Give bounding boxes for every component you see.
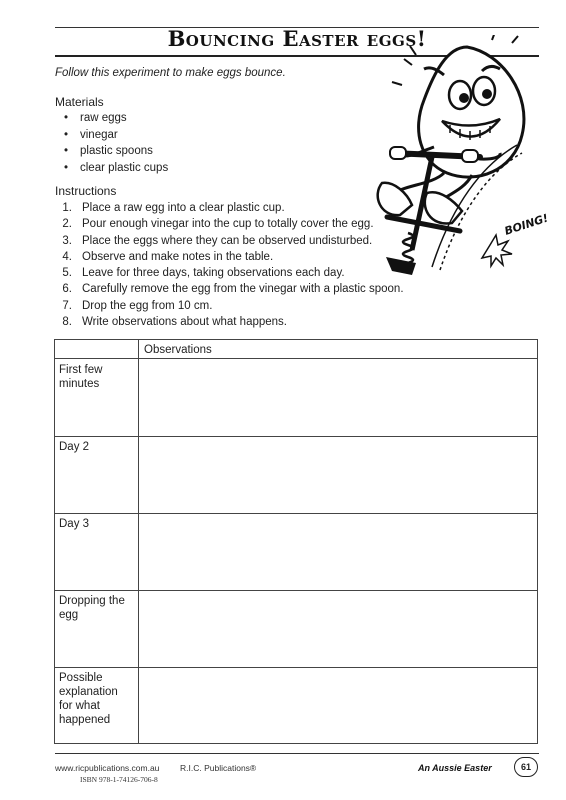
instruction-step: 2. Pour enough vinegar into the cup to totally cover the egg. [62, 218, 374, 231]
materials-list [62, 110, 168, 176]
row-divider [55, 436, 537, 437]
bullet-icon: • [64, 112, 69, 124]
instruction-step: 1. Place a raw egg into a clear plastic cup. [62, 202, 285, 214]
row-divider [55, 590, 537, 591]
instruction-step: 4. Observe and make notes in the table. [62, 250, 274, 263]
row-label-day-2: Day 2 [59, 441, 90, 453]
row-divider [55, 358, 537, 359]
bullet-icon: • [64, 161, 69, 174]
list-item: • plastic spoons [62, 143, 168, 160]
instruction-step: 3. Place the eggs where they can be observed undisturbed. [62, 234, 373, 247]
list-item: • vinegar [62, 127, 168, 144]
bullet-icon: • [64, 128, 69, 141]
list-item: • clear plastic cups [62, 160, 168, 177]
row-label-dropping-the-egg: Dropping the egg [59, 595, 125, 621]
footer-website: www.ricpublications.com.au [55, 763, 160, 773]
row-divider [55, 667, 537, 668]
observations-header: Observations [144, 344, 212, 356]
row-label-first-few-minutes: First few minutes [59, 364, 103, 390]
column-divider [138, 340, 139, 743]
footer-rule [55, 753, 539, 754]
boing-sound-effect: BOING! [502, 211, 550, 238]
row-label-day-3: Day 3 [59, 518, 90, 530]
list-item: • raw eggs [62, 110, 168, 127]
instruction-step: 7. Drop the egg from 10 cm. [62, 299, 213, 312]
page-title: Bouncing Easter eggs! [167, 26, 427, 51]
instruction-step: 8. Write observations about what happens. [62, 316, 287, 329]
egg-pogo-illustration [372, 35, 552, 285]
instruction-step: 5. Leave for three days, taking observations each day. [62, 267, 345, 280]
page-number: 61 [514, 757, 538, 777]
instructions-heading: Instructions [55, 184, 117, 198]
instructions-list [58, 200, 404, 330]
instruction-step: 6. Carefully remove the egg from the vinegar with a plastic spoon. [62, 283, 404, 296]
bullet-icon: • [64, 145, 69, 157]
materials-heading: Materials [55, 95, 104, 109]
footer-book-title: An Aussie Easter [418, 763, 492, 773]
row-divider [55, 513, 537, 514]
intro-text: Follow this experiment to make eggs bounce. [55, 67, 286, 79]
observation-table [54, 339, 538, 744]
footer-publisher: R.I.C. Publications® [180, 763, 257, 773]
footer-isbn: ISBN 978-1-74126-706-8 [80, 775, 158, 784]
row-label-possible-explanation: Possible explanation for what happened [59, 672, 118, 726]
